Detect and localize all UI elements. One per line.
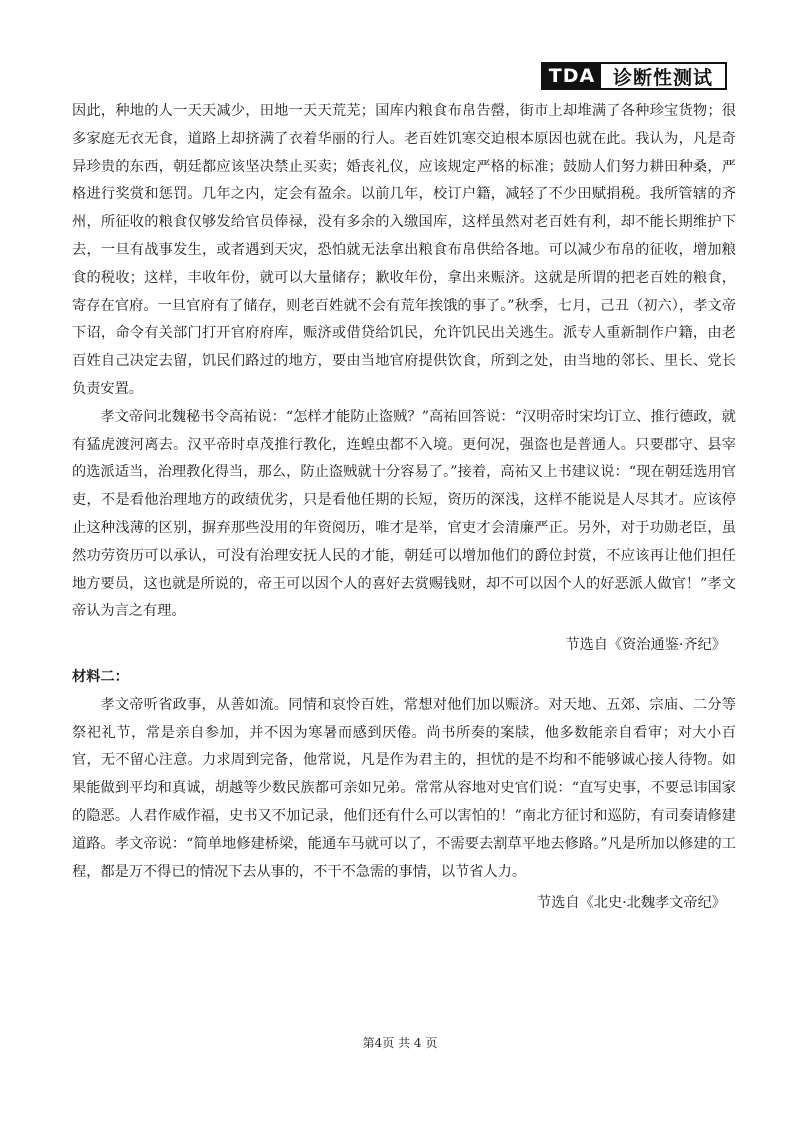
badge-title: 诊断性测试 xyxy=(612,66,713,89)
source-citation-2: 节选自《北史·北魏孝文帝纪》 xyxy=(537,895,726,912)
material-two-heading: 材料二： xyxy=(72,668,129,685)
page-footer: 第4页 共 4 页 xyxy=(362,1036,438,1050)
source-citation-1: 节选自《资治通鉴·齐纪》 xyxy=(565,637,726,654)
document-body xyxy=(72,98,736,918)
badge-brand: TDA xyxy=(543,64,601,88)
paragraph-1: 因此，种地的人一天天减少，田地一天天荒芜；国库内粮食布帛告罄，街市上却堆满了各种珍宝货物；很多家庭无衣无食，道路上却挤满了衣着华丽的行人。老百姓饥寒交迫根本原因也就在此。我认为，凡是奇异珍贵的东西，朝廷都应该坚决禁止买卖；婚丧礼仪，应该规定严格的标准；鼓励人们努力耕田种桑，严格进行奖赏和惩罚。几年之内，定会有盈余。以前几年，校订户籍，减轻了不少田赋捐税。我所管辖的齐州，所征收的粮食仅够发给官员俸禄，没有多余的入缴国库，这样虽然对老百姓有利，却不能长期维护下去，一旦有战事发生，或者遇到天灾，恐怕就无法拿出粮食布帛供给各地。可以减少布帛的征收，增加粮食的税收；这样，丰收年份，就可以大量储存；歉收年份，拿出来赈济。这就是所谓的把老百姓的粮食，寄存在官府。一旦官府有了储存，则老百姓就不会有荒年挨饿的事了。”秋季，七月，己丑（初六），孝文帝下诏，命令有关部门打开官府府库，赈济或借贷给饥民，允许饥民出关逃生。派专人重新制作户籍，由老百姓自己决定去留，饥民们路过的地方，要由当地官府提供饮食，所到之处，由当地的邻长、里长、党长负责安置。 xyxy=(72,103,736,397)
test-badge xyxy=(541,62,727,90)
paragraph-2: 孝文帝问北魏秘书令高祐说：“怎样才能防止盗贼？”高祐回答说：“汉明帝时宋均订立、推行德政，就有猛虎渡河离去。汉平帝时卓茂推行教化，连蝗虫都不入境。更何况，强盗也是普通人。只要郡守、县宰的选派适当，治理教化得当，那么，防止盗贼就十分容易了。”接着，高祐又上书建议说：“现在朝廷选用官吏，不是看他治理地方的政绩优劣，只是看他任期的长短，资历的深浅，这样不能说是人尽其才。应该停止这种浅薄的区别，摒弃那些没用的年资阅历，唯才是举，官吏才会清廉严正。另外，对于功勋老臣，虽然功劳资历可以承认，可没有治理安抚人民的才能，朝廷可以增加他们的爵位封赏，不应该再让他们担任地方要员，这也就是所说的，帝王可以因个人的喜好去赏赐钱财，却不可以因个人的好恶派人做官！”孝文帝认为言之有理。 xyxy=(72,408,736,620)
paragraph-3: 孝文帝听省政事，从善如流。同情和哀怜百姓，常想对他们加以赈济。对天地、五郊、宗庙、二分等祭祀礼节，常是亲自参加，并不因为寒暑而感到厌倦。尚书所奏的案牍，他多数能亲自看审；对大小百官，无不留心注意。力求周到完备，他常说，凡是作为君主的，担忧的是不均和不能够诚心接人待物。如果能做到平均和真诚，胡越等少数民族都可亲如兄弟。常常从容地对史官们说：“直写史事，不要忌讳国家的隐恶。人君作威作福，史书又不加记录，他们还有什么可以害怕的！”南北方征讨和巡防，有司奏请修建道路。孝文帝说：“简单地修建桥梁，能通车马就可以了，不需要去割草平地去修路。”凡是所加以修建的工程，都是万不得已的情况下去从事的，不干不急需的事情，以节省人力。 xyxy=(72,696,736,880)
